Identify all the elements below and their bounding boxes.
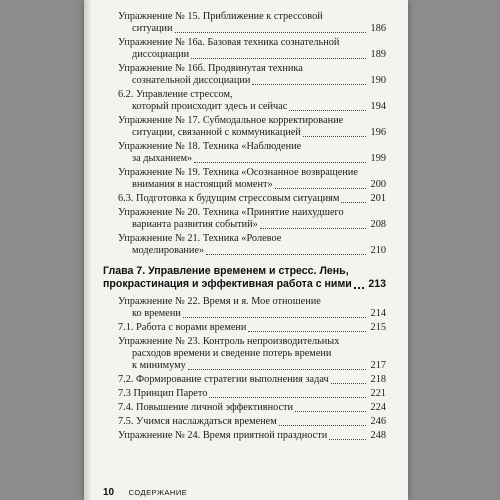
footer-section-label: СОДЕРЖАНИЕ: [128, 488, 188, 497]
chapter-leader-dots: [354, 275, 364, 289]
toc-page-number: 196: [370, 127, 386, 138]
toc-entry-title-continued: диссоциации: [132, 49, 190, 60]
toc-page-number: 208: [370, 219, 386, 230]
toc-leader-dots: [279, 413, 366, 426]
toc-entry-title-continued: к минимуму: [132, 360, 186, 371]
toc-page-number: 246: [370, 416, 386, 427]
toc-entry-title: Упражнение № 16б. Продвинутая техника: [118, 63, 303, 74]
toc-entry-title-continued: за дыханием»: [132, 153, 193, 164]
toc-entry-title-continued: который происходит здесь и сейчас: [132, 101, 288, 112]
toc-entry-title: 7.4. Повышение личной эффективности: [118, 402, 294, 413]
toc-leader-dots: [248, 319, 366, 332]
toc-page-number: 201: [370, 193, 386, 204]
toc-entry-title: Упражнение № 19. Техника «Осознанное возвращение: [118, 167, 358, 178]
toc-entry-title-continued: ситуации: [132, 23, 173, 34]
toc-page-number: 186: [370, 23, 386, 34]
toc-entry-title-continued: ситуации, связанной с коммуникацией: [132, 127, 301, 138]
toc-leader-dots: [209, 385, 366, 398]
toc-page-number: 214: [370, 308, 386, 319]
toc-entry-title: Упражнение № 22. Время и я. Мое отношение: [118, 296, 321, 307]
toc-page-number: 200: [370, 179, 386, 190]
toc-leader-dots: [341, 190, 366, 203]
toc-leader-dots: [275, 176, 366, 189]
toc-entry-title: Упражнение № 21. Техника «Ролевое: [118, 233, 282, 244]
toc-entry-title-continued: расходов времени и сведение потерь времени: [132, 348, 332, 359]
table-of-contents: [84, 0, 408, 500]
chapter-heading: Глава 7. Управление временем и стресс. Лень,: [103, 265, 349, 277]
toc-entry-title: Упражнение № 18. Техника «Наблюдение: [118, 141, 302, 152]
toc-page-number: 199: [370, 153, 386, 164]
footer-page-number: 10: [103, 487, 115, 498]
toc-entry-title: Упражнение № 15. Приближение к стрессовой: [118, 11, 323, 22]
toc-leader-dots: [188, 357, 366, 370]
toc-entry-title-continued: ко времени: [132, 308, 181, 319]
toc-page-number: 218: [370, 374, 386, 385]
toc-leader-dots: [329, 427, 366, 440]
toc-entry-title: 7.5. Учимся наслаждаться временем: [118, 416, 277, 427]
toc-page-number: 194: [370, 101, 386, 112]
book-page: [84, 0, 408, 500]
toc-leader-dots: [252, 72, 366, 85]
toc-page-number: 224: [370, 402, 386, 413]
toc-leader-dots: [260, 216, 366, 229]
toc-entry-title: 6.2. Управление стрессом,: [118, 89, 233, 100]
page-footer: [103, 482, 187, 500]
toc-entry-title: 7.3 Принцип Парето: [118, 388, 208, 399]
toc-leader-dots: [295, 399, 366, 412]
toc-leader-dots: [175, 20, 366, 33]
toc-page-number: 189: [370, 49, 386, 60]
toc-leader-dots: [194, 150, 366, 163]
toc-leader-dots: [183, 305, 366, 318]
chapter-heading: прокрастинация и эффективная работа с ними: [103, 278, 352, 290]
toc-page-number: 217: [370, 360, 386, 371]
toc-page-number: 210: [370, 245, 386, 256]
toc-entry-title: Упражнение № 20. Техника «Принятие наихудшего: [118, 207, 344, 218]
toc-entry-title: Упражнение № 24. Время приятной праздности: [118, 430, 328, 441]
toc-page-number: 190: [370, 75, 386, 86]
toc-leader-dots: [206, 242, 366, 255]
toc-entry-title-continued: сознательной диссоциации: [132, 75, 251, 86]
toc-entry-title: Упражнение № 23. Контроль непроизводительных: [118, 336, 340, 347]
toc-entry-title-continued: варианта развития событий»: [132, 219, 258, 230]
toc-leader-dots: [289, 98, 366, 111]
toc-entry-title-continued: внимания в настоящий момент»: [132, 179, 273, 190]
toc-entry-title-continued: моделирование»: [132, 245, 205, 256]
toc-entry-title: Упражнение № 16а. Базовая техника сознательной: [118, 37, 340, 48]
toc-leader-dots: [303, 124, 366, 137]
toc-page-number: 215: [370, 322, 386, 333]
toc-entry-title: 7.2. Формирование стратегии выполнения задач: [118, 374, 329, 385]
toc-leader-dots: [191, 46, 366, 59]
toc-page-number: 221: [370, 388, 386, 399]
toc-entry-title: 7.1. Работа с ворами времени: [118, 322, 247, 333]
toc-entry-title: Упражнение № 17. Субмодальное корректирование: [118, 115, 344, 126]
toc-entry-title: 6.3. Подготовка к будущим стрессовым ситуациям: [118, 193, 340, 204]
chapter-page-number: 213: [368, 278, 386, 290]
toc-leader-dots: [331, 371, 366, 384]
toc-page-number: 248: [370, 430, 386, 441]
